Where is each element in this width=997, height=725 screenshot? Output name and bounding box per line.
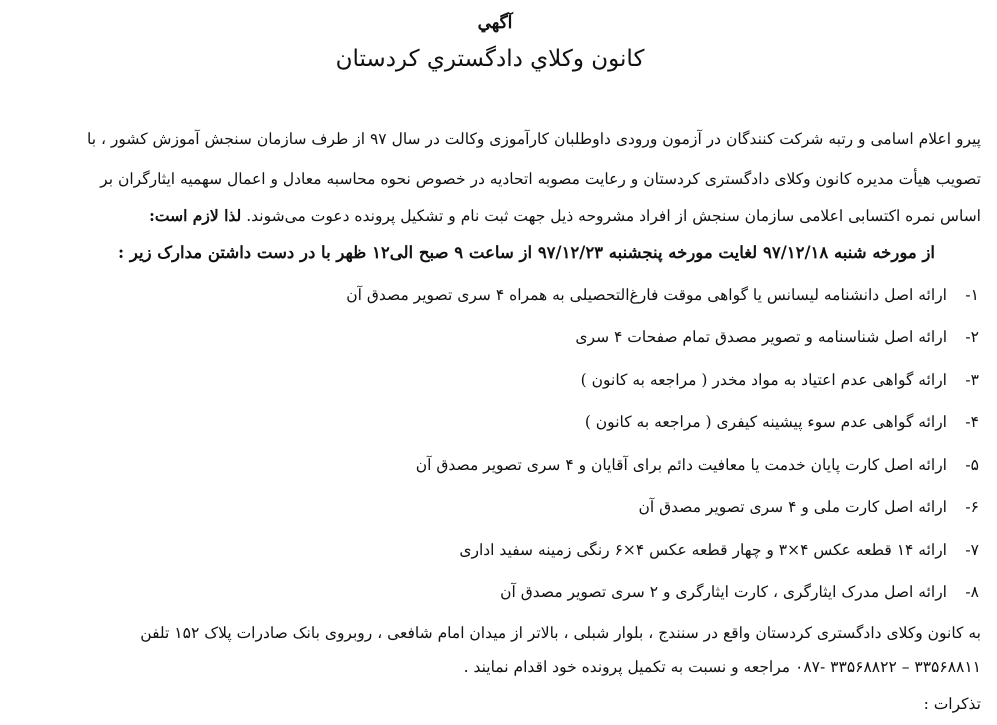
list-item-number: ۷- bbox=[965, 541, 979, 559]
list-item-number: ۱- bbox=[965, 286, 979, 304]
intro-line-2: تصویب هیأت مدیره کانون وکلای دادگستری کردستان و رعایت مصوبه اتحادیه در خصوص نحوه محاسبه معادل و اعمال سهمیه ایثارگران بر bbox=[100, 170, 981, 188]
list-item-text: ارائه ۱۴ قطعه عکس ۴×۳ و چهار قطعه عکس ۴×۶ رنگی زمینه سفید اداری bbox=[459, 541, 947, 559]
list-item-text: ارائه اصل دانشنامه لیسانس یا گواهی موقت فارغ‌التحصیلی به همراه ۴ سری تصویر مصدق آن bbox=[346, 286, 947, 304]
date-range-line: از مورخه شنبه ۹۷/۱۲/۱۸ لغایت مورخه پنجشنبه ۹۷/۱۲/۲۳ از ساعت ۹ صبح الی۱۲ ظهر با در دست داشتن مدارک زیر : bbox=[118, 243, 935, 262]
list-item bbox=[39, 368, 979, 392]
list-item bbox=[39, 538, 979, 562]
list-item-text: ارائه اصل مدرک ایثارگری ، کارت ایثارگری و ۲ سری تصویر مصدق آن bbox=[500, 583, 947, 601]
list-item bbox=[39, 410, 979, 434]
list-item-number: ۵- bbox=[965, 456, 979, 474]
intro-bold-tail: لذا لازم است: bbox=[149, 206, 242, 225]
list-item bbox=[39, 580, 979, 604]
list-item-text: ارائه گواهی عدم اعتیاد به مواد مخدر ( مراجعه به کانون ) bbox=[580, 371, 947, 389]
reminders-label: تذکرات : bbox=[923, 695, 981, 713]
list-item-number: ۴- bbox=[965, 413, 979, 431]
list-item-number: ۶- bbox=[965, 498, 979, 516]
intro-line-1: پیرو اعلام اسامی و رتبه شرکت کنندگان در آزمون ورودی داوطلبان کارآموزی وکالت در سال ۹۷ از طرف سازمان سنجش آموزش کشور ، با bbox=[87, 130, 981, 148]
address-line-1: به کانون وکلای دادگستری کردستان واقع در سنندج ، بلوار شبلی ، بالاتر از میدان امام شافعی ، روبروی بانک صادرات پلاک ۱۵۲ تلفن bbox=[140, 624, 981, 642]
list-item bbox=[39, 325, 979, 349]
list-item-text: ارائه اصل شناسنامه و تصویر مصدق تمام صفحات ۴ سری bbox=[575, 328, 947, 346]
list-item bbox=[39, 453, 979, 477]
intro-line-3-text: اساس نمره اکتسابی اعلامی سازمان سنجش از افراد مشروحه ذیل جهت ثبت نام و تشکیل پرونده دعوت می‌شوند. bbox=[246, 207, 981, 225]
intro-line-3 bbox=[16, 204, 981, 228]
notice-label: آگهي bbox=[477, 13, 513, 33]
address-line-2: ۳۳۵۶۸۸۱۱ – ۳۳۵۶۸۸۲۲ -۰۸۷ مراجعه و نسبت به تکمیل پرونده خود اقدام نمایند . bbox=[463, 658, 981, 676]
list-item-text: ارائه اصل کارت پایان خدمت یا معافیت دائم برای آقایان و ۴ سری تصویر مصدق آن bbox=[415, 456, 947, 474]
page-title: كانون وكلاي دادگستري كردستان bbox=[335, 46, 645, 72]
list-item bbox=[39, 495, 979, 519]
list-item-text: ارائه اصل کارت ملی و ۴ سری تصویر مصدق آن bbox=[638, 498, 947, 516]
list-item-number: ۸- bbox=[965, 583, 979, 601]
list-item-number: ۲- bbox=[965, 328, 979, 346]
list-item bbox=[39, 283, 979, 307]
list-item-text: ارائه گواهی عدم سوء پیشینه کیفری ( مراجعه به کانون ) bbox=[584, 413, 947, 431]
list-item-number: ۳- bbox=[965, 371, 979, 389]
